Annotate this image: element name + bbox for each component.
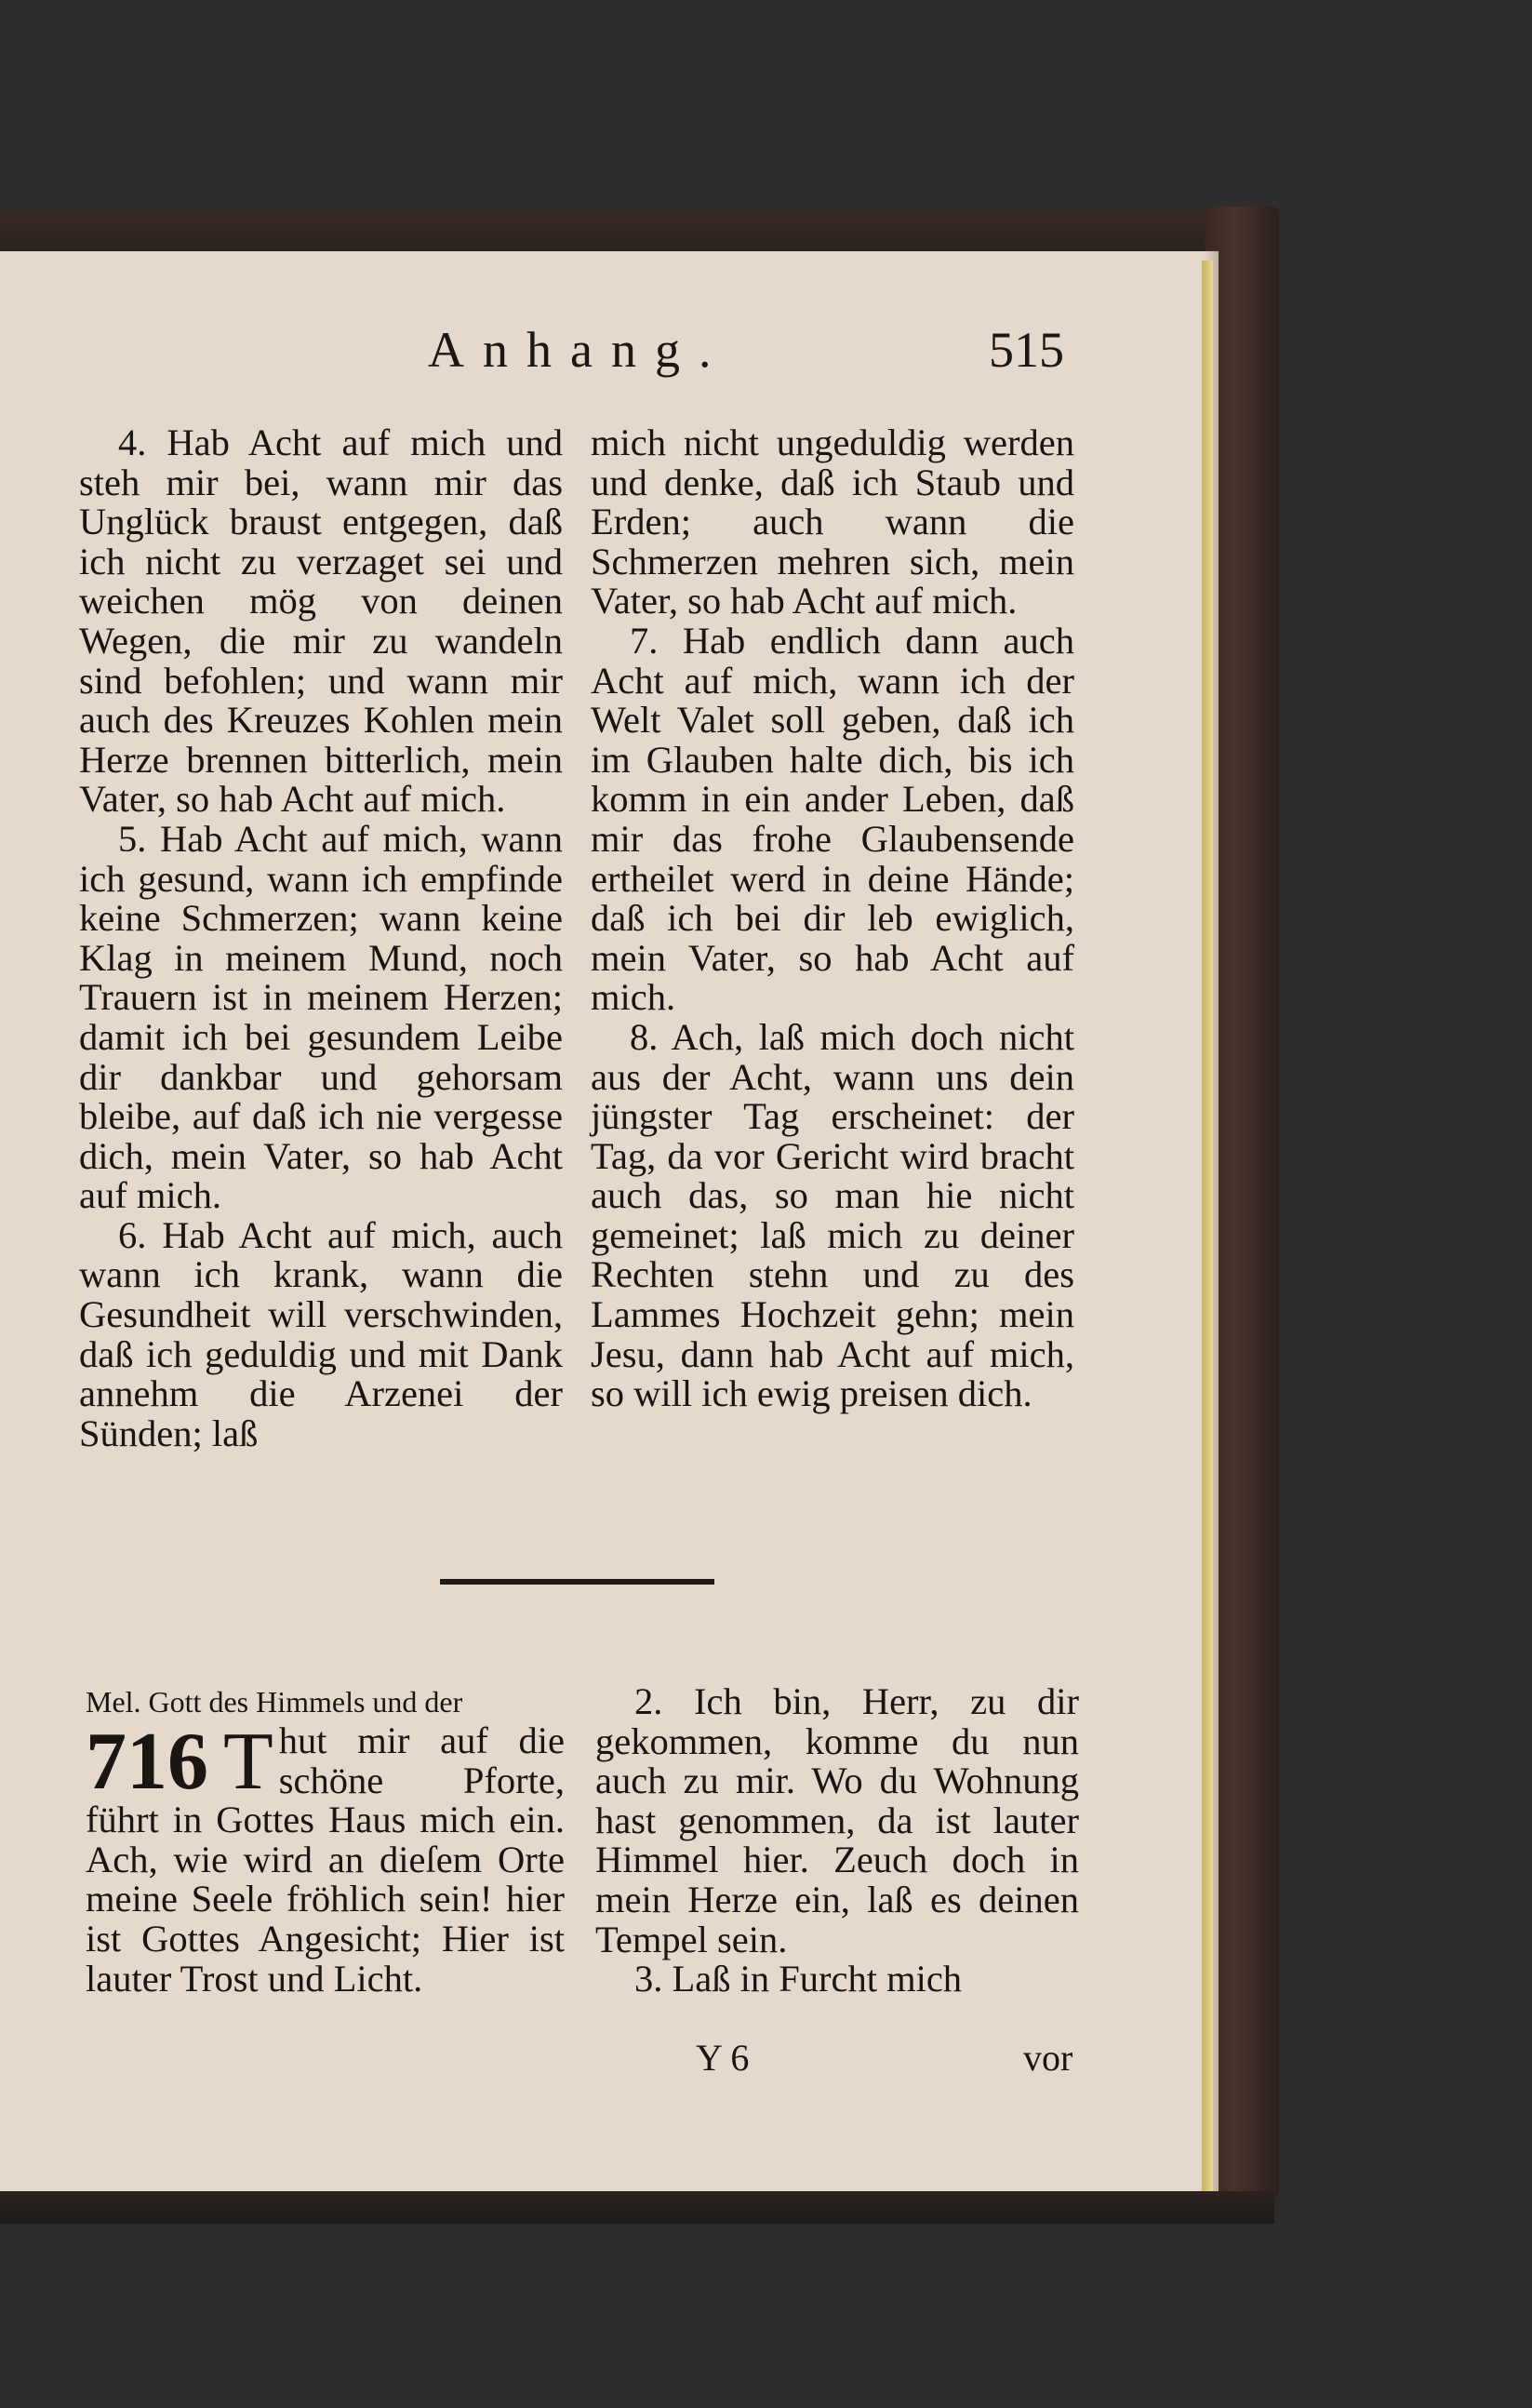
melody-line: Mel. Gott des Himmels und der: [86, 1685, 463, 1719]
drop-cap: T: [223, 1717, 273, 1807]
verse-6-continued: mich nicht ungeduldig werden und denke, daß ich Staub und Erden; auch wann die Schmerzen mehren sich, mein Vater, so hab Acht auf mich.: [591, 421, 1074, 622]
verse-1-text: hut mir auf die schöne Pforte, führt in Gottes Haus mich ein. Ach, wie wird an dieſem Orte meine Seele fröhlich sein! hier ist Gottes Angesicht; Hier ist lauter Trost und Licht.: [86, 1719, 565, 2000]
page-header: [0, 321, 1116, 386]
hymn-divider: [440, 1579, 714, 1585]
hymn-716-verse-1: [86, 1717, 565, 2000]
verse-8: 8. Ach, laß mich doch nicht aus der Acht, wann uns dein jüngster Tag erscheinet: der Tag, da vor Gericht wird bracht auch das, so man hie nicht gemeinet; laß mich zu deiner Rechten stehn und zu des Lammes Hochzeit gehn; mein Jesu, dann hab Acht auf mich, so will ich ewig preisen dich.: [591, 1015, 1074, 1415]
verse-7: 7. Hab endlich dann auch Acht auf mich, wann ich der Welt Valet soll geben, daß ich im Glauben halte dich, bis ich komm in ein ander Leben, daß mir das frohe Glaubensende ertheilet werd in deine Hände; daß ich bei dir leb ewiglich, mein Vater, so hab Acht auf mich.: [591, 619, 1074, 1019]
verse-5: 5. Hab Acht auf mich, wann ich gesund, wann ich empfinde keine Schmerzen; wann keine Klag in meinem Mund, noch Trauern ist in meinem Herzen; damit ich bei gesundem Leibe dir dankbar und gehorsam bleibe, auf daß ich nie vergesse dich, mein Vater, so hab Acht auf mich.: [79, 817, 563, 1217]
hymn-716-verse-3-start: 3. Laß in Furcht mich: [634, 1958, 963, 2000]
book-edge-bottom: [0, 2191, 1274, 2224]
left-column-lower: [86, 1682, 565, 1999]
running-title: Anhang.: [428, 322, 730, 378]
page-number: 515: [989, 322, 1064, 378]
verse-4: 4. Hab Acht auf mich und steh mir bei, wann mir das Unglück braust entgegen, daß ich nicht zu verzaget sei und weichen mög von deinen Wegen, die mir zu wandeln sind befohlen; und wann mir auch des Kreuzes Kohlen mein Herze brennen bitterlich, mein Vater, so hab Acht auf mich.: [79, 421, 563, 821]
hymn-number: 716: [86, 1717, 208, 1807]
signature-mark: Y 6: [696, 2037, 750, 2079]
right-column-lower: [595, 1682, 1079, 2000]
left-column-upper: [79, 423, 563, 1453]
hymn-716-verse-2: 2. Ich bin, Herr, zu dir gekommen, komme du nun auch zu mir. Wo du Wohnung hast genommen, da ist lauter Himmel hier. Zeuch doch in mein Herze ein, laß es deinen Tempel sein.: [595, 1680, 1079, 1960]
gilt-page-edge: [1202, 261, 1213, 2196]
verse-6: 6. Hab Acht auf mich, auch wann ich krank, wann die Gesundheit will verschwinden, daß ich geduldig und mit Dank annehm die Arzenei der Sünden; laß: [79, 1213, 563, 1454]
right-column-upper: [591, 423, 1074, 1414]
catchword: vor: [1023, 2037, 1073, 2079]
